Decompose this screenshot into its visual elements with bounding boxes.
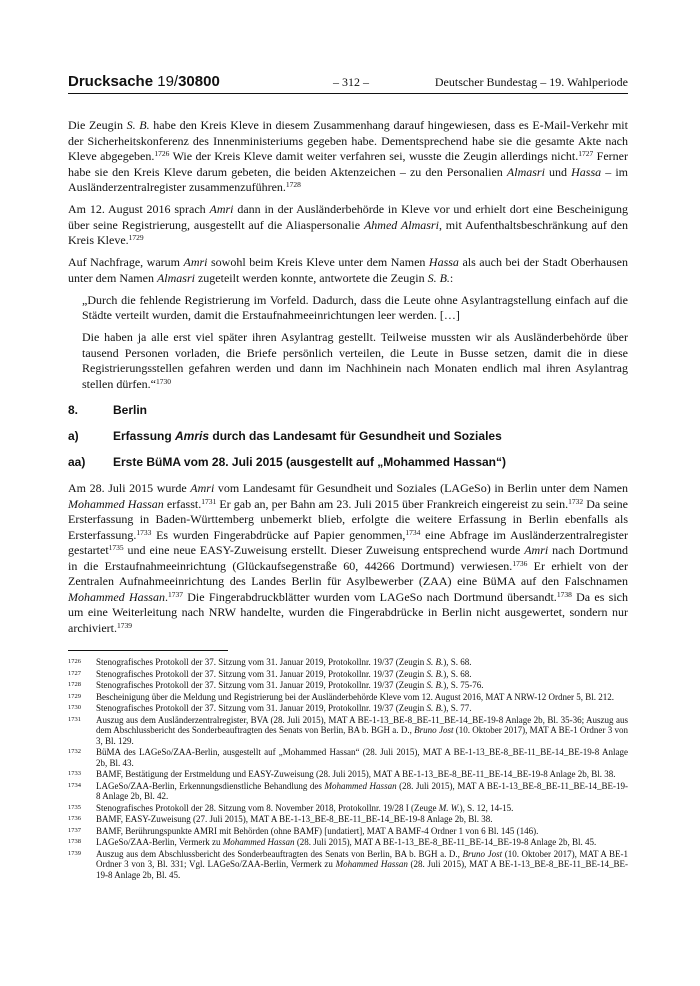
footnote-text: BüMA des LAGeSo/ZAA-Berlin, ausgestellt auf „Mohammed Hassan“ (28. Juli 2015), MAT A BE-1-13_BE-8_BE-11_BE-14_BE-19-8 Anlage 2b, Bl. 43. xyxy=(96,747,628,768)
doc-label: Drucksache xyxy=(68,73,154,90)
footnote-number: 1726 xyxy=(68,658,81,665)
footnote-item xyxy=(68,837,628,848)
doc-number-prefix: 19/ xyxy=(157,73,179,90)
heading-subsection-a: a) Erfassung Amris durch das Landesamt für Gesundheit und Soziales xyxy=(68,429,502,443)
footnote-text: Stenografisches Protokoll der 37. Sitzung vom 31. Januar 2019, Protokollnr. 19/37 (Zeugin S. B.), S. 68. xyxy=(96,668,472,679)
footnote-text: Auszug aus dem Ausländerzentralregister, BVA (28. Juli 2015), MAT A BE-1-13_BE-8_BE-11_BE-14_BE-19-8 Anlage 2b, Bl. 35-36; Auszug aus dem Abschlussbericht des Sonderbeauftragten des Senats von Berlin, BA b. BGH a. D., Bruno Jost (10. Oktober 2017), MAT A BE-1 Ordner 3 von 3, Bl. 129. xyxy=(96,714,628,746)
footnote-ref[interactable]: 1738 xyxy=(556,589,572,599)
footnote-item xyxy=(68,781,628,802)
footnote-item xyxy=(68,715,628,747)
footnote-text: Bescheinigung über die Meldung und Registrierung bei der Ausländerbehörde Kleve vom 12. August 2016, MAT A NRW-12 Ordner 5, Bl. 212. xyxy=(96,691,615,702)
footnote-text: BAMF, Bestätigung der Erstmeldung und EASY-Zuweisung (28. Juli 2015), MAT A BE-1-13_BE-8_BE-11_BE-14_BE-19-8 Anlage 2b, Bl. 38. xyxy=(96,769,616,779)
paragraph-4: Am 28. Juli 2015 wurde Amri vom Landesamt für Gesundheit und Soziales (LAGeSo) in Berlin unter dem Namen Mohammed Hassan erfasst.$^{1731}$ Er gab an, per Bahn am 23. Juli 2015 über Frankreich eingereist zu sein.$^{1732}$ Da seine Ersterfassung in Baden-Württemberg unbemerkt blieb, erfolgte die weitere Erfassung in Berlin ebenfalls als Ersterfassung.$^{1733}$ Es wurden Fingerabdrücke auf Papier genommen,$^{1734}$ eine Abfrage im Ausländerzentralregister gestartet$^{1735}$ und eine neue EASY-Zuweisung erstellt. Dieser Zuweisung entsprechend wurde Amri nach Dortmund in die Erstaufnahmeeinrichtung (Glückaufsegenstraße 60, 44266 Dortmund) verwiesen.$^{1736}$ Er erhielt von der Zentralen Aufnahmeeinrichtung des Landes Berlin für Asylbewerber (ZAA) eine BüMA auf den Falschnamen Mohammed Hassan.$^{1737}$ Die Fingerabdruckblätter wurden vom LAGeSo nach Dortmund übersandt.$^{1738}$ Da es sich um eine Weiterleitung nach NRW handelte, wurden die Fingerabdrücke in Berlin nicht ausgewertet, sondern nur archiviert.$^{1739}$ xyxy=(68,481,629,635)
footnote-item xyxy=(68,692,628,703)
footnote-text: Auszug aus dem Abschlussbericht des Sonderbeauftragten des Senats von Berlin, BA b. BGH a. D., Bruno Jost (10. Oktober 2017), MAT A BE-1 Ordner 3 von 3, Bl. 331; Vgl. LAGeSo/ZAA-Berlin, Vermerk zu Mohammed Hassan (28. Juli 2015), MAT A BE-1-13_BE-8_BE-11_BE-14_BE-19-8 Anlage 2b, Bl. 45. xyxy=(96,848,629,880)
footnote-text: Stenografisches Protokoll der 37. Sitzung vom 31. Januar 2019, Protokollnr. 19/37 (Zeugin S. B.), S. 68. xyxy=(96,657,472,667)
footnote-ref[interactable]: 1737 xyxy=(167,589,183,599)
heading-subsection-aa: aa) Erste BüMA vom 28. Juli 2015 (ausgestellt auf „Mohammed Hassan“) xyxy=(68,455,507,469)
footnote-number: 1733 xyxy=(68,770,81,777)
footnote-item xyxy=(68,657,628,668)
footnote-text: LAGeSo/ZAA-Berlin, Vermerk zu Mohammed Hassan (28. Juli 2015), MAT A BE-1-13_BE-8_BE-11_BE-14_BE-19-8 Anlage 2b, Bl. 45. xyxy=(96,837,597,847)
footnote-text: Stenografisches Protokoll der 37. Sitzung vom 31. Januar 2019, Protokollnr. 19/37 (Zeugin S. B.), S. 77. xyxy=(96,703,472,713)
footnote-item xyxy=(68,680,628,691)
footnote-text: BAMF, Berührungspunkte AMRI mit Behörden (ohne BAMF) [undatiert], MAT A BAMF-4 Ordner 1 von 6 Bl. 145 (146). xyxy=(96,825,539,836)
footnote-number: 1732 xyxy=(68,748,81,755)
footnote-number: 1731 xyxy=(68,715,81,723)
footnote-ref[interactable]: 1730 xyxy=(155,376,171,386)
paragraph-1: Die Zeugin S. B. habe den Kreis Kleve in diesem Zusammenhang darauf hingewiesen, dass es E-Mail-Verkehr mit der Sicherheitskonferenz des Innenministeriums gegeben habe. Dementsprechend habe sie die gesamte Akte nach Kleve abgegeben.$^{1726}$ Wie der Kreis Kleve damit weiter verfahren sei, wusste die Zeugin allerdings nicht.$^{1727}$ Ferner habe sie den Kreis Kleve darum gebeten, die beiden Aktenzeichen – zu den Personalien Almasri und Hassa – im Ausländerzentralregister zusammenzuführen.$^{1728}$ xyxy=(68,118,629,194)
footnote-ref[interactable]: 1739 xyxy=(116,620,132,630)
footnote-number: 1730 xyxy=(68,704,81,711)
footnote-ref[interactable]: 1731 xyxy=(201,496,217,506)
quote-2: Die haben ja alle erst viel später ihren Asylantrag gestellt. Teilweise mussten wir als Ausländerbehörde über tausend Personen vorladen, die Briefe persönlich verteilen, die Leute in Busse setzen, damit die in diese Registrierungsstellen gefahren werden und dann im Nachhinein nach Monaten endlich mal ihren Asylantrag stellen dürfen.“$^{1730}$ xyxy=(82,330,628,391)
main-text xyxy=(68,118,628,643)
footnote-divider xyxy=(68,650,228,651)
footnote-number: 1736 xyxy=(68,815,81,822)
footnote-ref[interactable]: 1733 xyxy=(136,527,152,537)
footnote-ref[interactable]: 1728 xyxy=(285,180,301,189)
footnote-item xyxy=(68,703,628,714)
paragraph-2: Am 12. August 2016 sprach Amri dann in der Ausländerbehörde in Kleve vor und erhielt dort eine Bescheinigung über seine Registrierung, ausgestellt auf die Aliaspersonalie Ahmed Almasri, mit Aufenthaltsbeschränkung auf den Kreis Kleve.$^{1729}$ xyxy=(68,202,629,247)
footnotes xyxy=(68,657,628,881)
footnote-ref[interactable]: 1726 xyxy=(154,149,170,158)
footnote-number: 1728 xyxy=(68,681,81,688)
footnote-item xyxy=(68,669,628,680)
footnote-text: Stenografisches Protokoll der 37. Sitzung vom 31. Januar 2019, Protokollnr. 19/37 (Zeugin S. B.), S. 75-76. xyxy=(96,680,484,690)
page-number: – 312 – xyxy=(333,75,369,89)
paragraph-3: Auf Nachfrage, warum Amri sowohl beim Kreis Kleve unter dem Namen Hassa als auch bei der Stadt Oberhausen unter dem Namen Almasri zugeteilt werden konnte, antwortete die Zeugin S. B.: xyxy=(68,255,628,285)
footnote-text: BAMF, EASY-Zuweisung (27. Juli 2015), MAT A BE-1-13_BE-8_BE-11_BE-14_BE-19-8 Anlage 2b, Bl. 38. xyxy=(96,814,493,824)
footnote-item xyxy=(68,769,628,780)
footnote-text: Stenografisches Protokoll der 28. Sitzung vom 8. November 2018, Protokollnr. 19/28 I (Zeuge M. W.), S. 12, 14-15. xyxy=(96,802,514,813)
page-header xyxy=(68,71,628,94)
footnote-text: LAGeSo/ZAA-Berlin, Erkennungsdienstliche Behandlung des Mohammed Hassan (28. Juli 2015), MAT A BE-1-13_BE-8_BE-11_BE-14_BE-19-8 Anlage 2b, Bl. 42. xyxy=(96,780,628,801)
footnote-item xyxy=(68,814,628,825)
footnote-ref[interactable]: 1729 xyxy=(128,233,144,242)
footnote-number: 1734 xyxy=(68,781,81,789)
document-number xyxy=(68,73,220,90)
footnote-ref[interactable]: 1734 xyxy=(405,527,421,537)
quote-1: „Durch die fehlende Registrierung im Vorfeld. Dadurch, dass die Leute ohne Asylantragstellung einfach auf die Städte verteilt wurden, damit die Erstaufnahmeeinrichtungen leer werden. […] xyxy=(82,292,628,322)
footnote-item xyxy=(68,803,628,814)
footnote-ref[interactable]: 1735 xyxy=(108,543,124,552)
footnote-number: 1727 xyxy=(68,669,81,677)
footnote-item xyxy=(68,747,628,768)
footnote-ref[interactable]: 1727 xyxy=(578,149,594,158)
footnote-number: 1729 xyxy=(68,692,81,700)
doc-number: 30800 xyxy=(178,73,220,90)
heading-section-8: 8. Berlin xyxy=(68,403,148,417)
footnote-number: 1739 xyxy=(68,849,81,857)
footnote-ref[interactable]: 1736 xyxy=(512,558,528,568)
footnote-ref[interactable]: 1732 xyxy=(568,496,584,506)
footnote-number: 1738 xyxy=(68,838,81,845)
parliament-title: Deutscher Bundestag – 19. Wahlperiode xyxy=(434,75,628,89)
footnote-item xyxy=(68,849,628,881)
footnote-number: 1735 xyxy=(68,803,81,811)
footnote-number: 1737 xyxy=(68,826,81,834)
footnote-item xyxy=(68,826,628,837)
